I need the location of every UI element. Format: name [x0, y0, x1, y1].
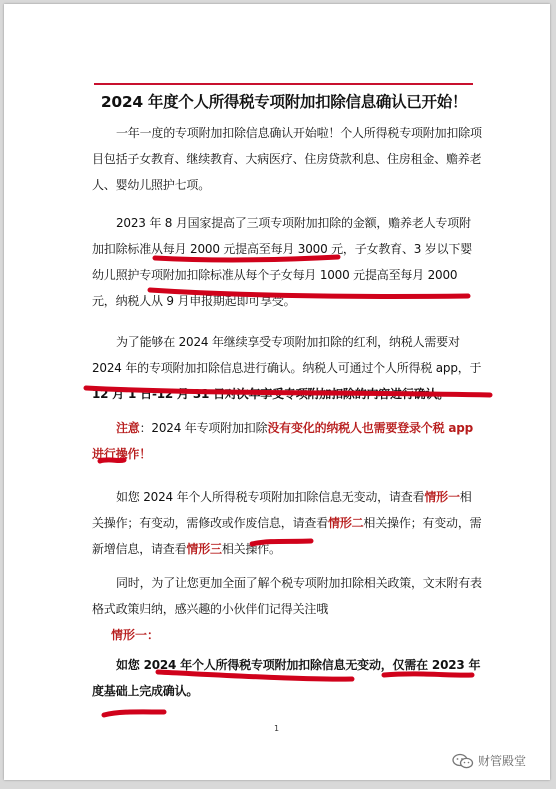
scenario-text-4: 相关操作。: [221, 542, 281, 556]
wechat-icon: [452, 753, 474, 769]
scenario-text-2: 相关操作；有变动，需修改或作废信息，请查看: [92, 490, 472, 530]
scenario-2-link: 情形二: [328, 516, 364, 530]
scenario-text-1: 如您 2024 年个人所得税专项附加扣除信息无变动，请查看: [116, 490, 425, 504]
paragraph-confirm-text: 为了能够在 2024 年继续享受专项附加扣除的红利，纳税人需要对 2024 年的专项附加扣除信息进行确认。纳税人可通过个人所得税 app，于: [92, 335, 482, 375]
paragraph-intro: 一年一度的专项附加扣除信息确认开始啦！个人所得税专项附加扣除项目包括子女教育、继续教育、大病医疗、住房贷款利息、住房租金、赡养老人、婴幼儿照护七项。: [92, 126, 482, 192]
paragraph-scenarios: [92, 484, 482, 562]
document-title: 2024 年度个人所得税专项附加扣除信息确认已开始！: [100, 93, 468, 111]
scenario-1-heading: 情形一：: [111, 628, 160, 642]
paragraph-policy: 同时，为了让您更加全面了解个税专项附加扣除相关政策，文末附有表格式政策归纳，感兴趣的小伙伴们记得关注哦: [92, 576, 482, 616]
notice-label: 注意: [116, 421, 140, 435]
notice-text: ：2024 年专项附加扣除: [139, 421, 268, 435]
scenario-1-link: 情形一: [424, 490, 460, 504]
page-number: 1: [274, 724, 280, 733]
notice-emphasis: 没有变化的纳税人也需要登录个税 app 进行操作！: [92, 421, 474, 461]
watermark: [452, 752, 526, 769]
confirm-period: 12 月 1 日-12 月 31 日对次年享受专项附加扣除的内容进行确认。: [92, 387, 450, 401]
paragraph-notice: [92, 415, 482, 467]
paragraph-scenario-1: 如您 2024 年个人所得税专项附加扣除信息无变动，仅需在 2023 年度基础上完成确认。: [92, 658, 481, 698]
scenario-text-3: 相关操作；有变动，需新增信息，请查看: [92, 516, 482, 556]
document-page: [4, 4, 550, 780]
title-rule: [94, 83, 473, 85]
paragraph-standards: 2023 年 8 月国家提高了三项专项附加扣除的金额，赡养老人专项附加扣除标准从每月 2000 元提高至每月 3000 元，子女教育、3 岁以下婴幼儿照护专项附加扣除标准从每个子女每月 1000 元提高至每月 2000 元，纳税人从 9 月申报期起即可享受。: [92, 216, 472, 308]
paragraph-confirm: [92, 329, 482, 407]
watermark-text: 财管殿堂: [478, 754, 527, 768]
scenario-3-link: 情形三: [186, 542, 222, 556]
